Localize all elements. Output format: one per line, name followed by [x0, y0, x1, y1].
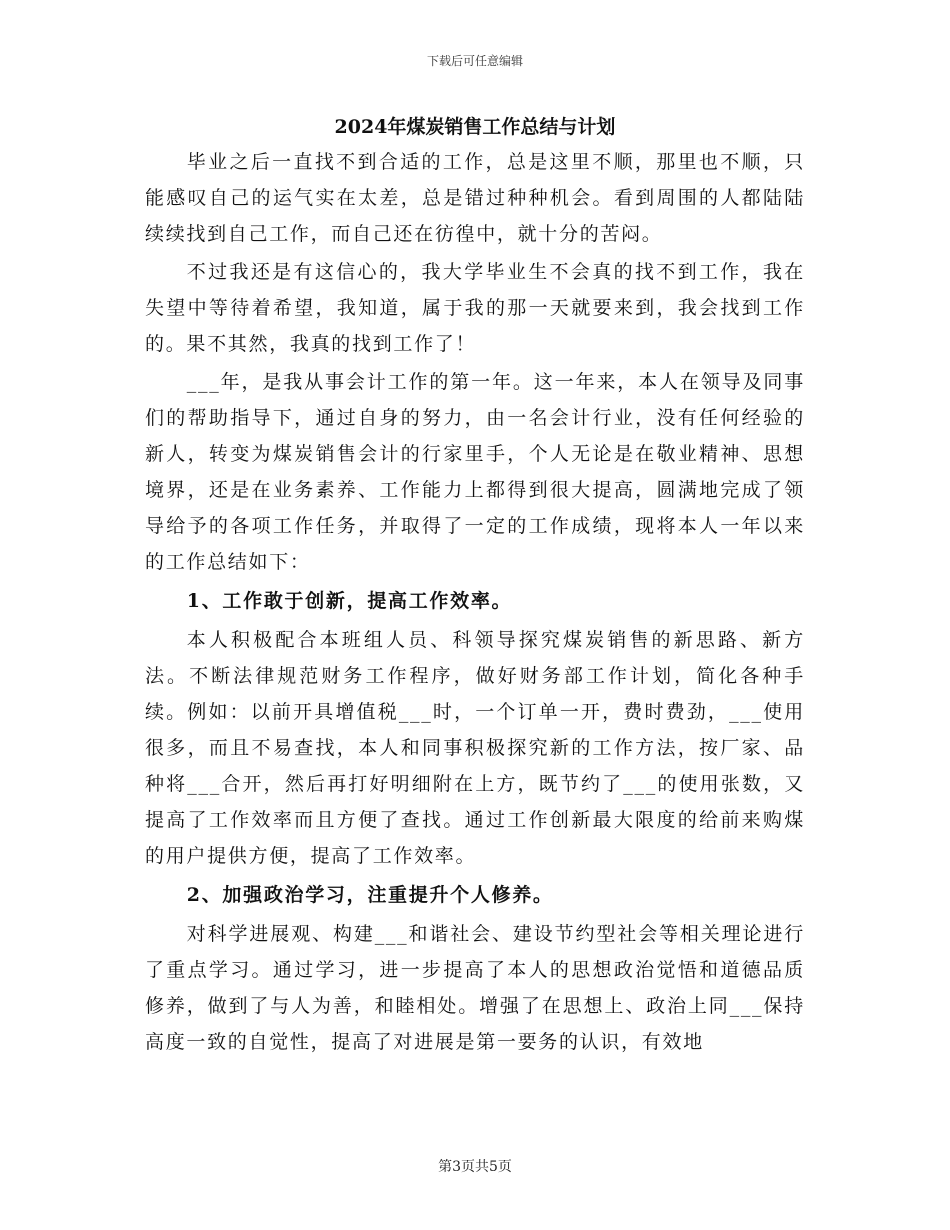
paragraph-3: ___年，是我从事会计工作的第一年。这一年来，本人在领导及同事们的帮助指导下，通过自身的努力，由一名会计行业，没有任何经验的新人，转变为煤炭销售会计的行家里手，个人无论是在敬业精神、思想境界，还是在业务素养、工作能力上都得到很大提高，圆满地完成了领导给予的各项工作任务，并取得了一定的工作成绩，现将本人一年以来的工作总结如下：	[145, 371, 805, 573]
paragraph-4: 本人积极配合本班组人员、科领导探究煤炭销售的新思路、新方法。不断法律规范财务工作程序，做好财务部工作计划，简化各种手续。例如：以前开具增值税___时，一个订单一开，费时费劲，___使用很多，而且不易查找，本人和同事积极探究新的工作方法，按厂家、品种将___合开，然后再打好明细附在上方，既节约了___的使用张数，又提高了工作效率而且方便了查找。通过工作创新最大限度的给前来购煤的用户提供方便，提高了工作效率。	[145, 629, 805, 867]
section-heading-2: 2、加强政治学习，注重提升个人修养。	[186, 884, 554, 906]
header-note: 下载后可任意编辑	[426, 54, 523, 68]
section-heading-1: 1、工作敢于创新，提高工作效率。	[186, 590, 513, 612]
paragraph-5: 对科学进展观、构建___和谐社会、建设节约型社会等相关理论进行了重点学习。通过学习，进一步提高了本人的思想政治觉悟和道德品质修养，做到了与人为善，和睦相处。增强了在思想上、政治上同___保持高度一致的自觉性，提高了对进展是第一要务的认识，有效地	[145, 923, 805, 1053]
page-footer: 第3页共5页	[438, 1159, 512, 1175]
paragraph-2: 不过我还是有这信心的，我大学毕业生不会真的找不到工作，我在失望中等待着希望，我知道，属于我的那一天就要来到，我会找到工作的。果不其然，我真的找到工作了！	[145, 261, 805, 355]
document-page	[145, 110, 805, 1060]
paragraph-1: 毕业之后一直找不到合适的工作，总是这里不顺，那里也不顺，只能感叹自己的运气实在太差，总是错过种种机会。看到周围的人都陆陆续续找到自己工作，而自己还在彷徨中，就十分的苦闷。	[145, 151, 805, 245]
document-title: 2024年煤炭销售工作总结与计划	[334, 116, 616, 138]
